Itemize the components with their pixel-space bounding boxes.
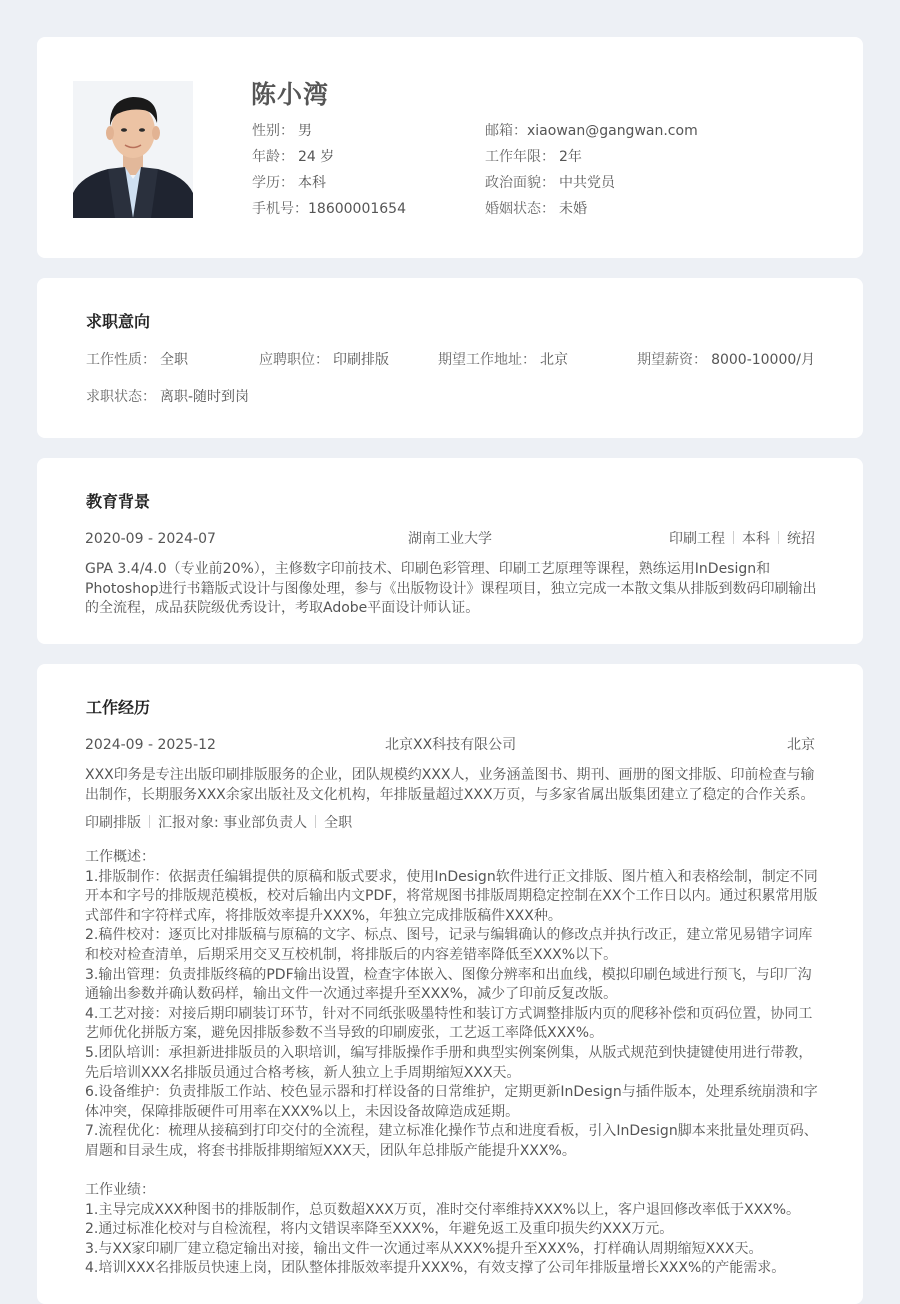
achievement-item: 4.培训XXX名排版员快速上岗，团队整体排版效率提升XXX%，有效支撑了公司年排版量增长XXX%的产能需求。 [85,1260,786,1277]
marital-label: 婚姻状态： [485,201,555,217]
email-value: xiaowan@gangwan.com [527,123,698,139]
spacer [85,1162,820,1182]
marital-row [485,200,587,218]
age-row [252,148,334,166]
profile-card [37,37,863,258]
politics-value: 中共党员 [559,175,615,191]
degree-tag: 本科 [742,531,770,547]
duty-item: 5.团队培训：承担新进排版员的入职培训，编写排版操作手册和典型实例案例集，从版式规范到快捷键使用进行带教，先后培训XXX名排版员通过合格考核，新人独立上手周期缩短XXX天。 [85,1044,813,1081]
location-row [438,351,568,369]
tag-divider [149,815,150,828]
salary-label: 期望薪资： [637,352,708,368]
salary-value: 8000-10000/月 [711,352,815,368]
tag-divider [315,815,316,828]
duty-item: 6.设备维护：负责排版工作站、校色显示器和打样设备的日常维护，定期更新InDesign与插件版本，处理系统崩溃和字体冲突，保障排版硬件可用率在XXX%以上，未因设备故障造成延期。 [85,1084,818,1120]
employment-tag: 全职 [324,815,353,831]
achievement-item: 1.主导完成XXX种图书的排版制作，总页数超XXX万页，准时交付率维持XXX%以上，客户退回修改率低于XXX%。 [85,1201,801,1218]
email-label: 邮箱： [485,123,527,139]
section-title-work: 工作经历 [86,698,151,717]
achievement-item: 3.与XX家印刷厂建立稳定输出对接，输出文件一次通过率从XXX%提升至XXX%，打样确认周期缩短XXX天。 [85,1240,763,1257]
education-row [252,174,326,192]
gender-row [252,122,312,140]
duty-item: 3.输出管理：负责排版终稿的PDF输出设置，检查字体嵌入、图像分辨率和出血线，模拟印刷色域进行预飞，与印厂沟通输出参数并确认数码样，输出文件一次通过率提升至XXX%，减少了印前反复改版。 [85,966,812,1003]
report-to-tag: 汇报对象: 事业部负责人 [158,815,308,831]
duty-item: 2.稿件校对：逐页比对排版稿与原稿的文字、标点、图号，记录与编辑确认的修改点并执行改正，建立常见易错字词库和校对检查清单，后期采用交叉互校机制，将排版后的内容差错率降低至XXX%以下。 [85,927,813,963]
location-label: 期望工作地址： [438,352,536,368]
section-title-education: 教育背景 [86,492,151,511]
marital-value: 未婚 [559,201,587,217]
phone-label: 手机号： [252,201,308,217]
section-title-intent: 求职意向 [86,312,151,331]
email-row [485,122,698,140]
school-name: 湖南工业大学 [408,531,492,547]
avatar-photo [73,81,193,218]
years-label: 工作年限： [485,149,555,165]
work-details [85,848,820,1279]
job-intent-card [37,278,863,438]
years-row [485,148,582,166]
job-type-row [86,351,188,369]
job-type-value: 全职 [160,352,188,368]
overview-label: 工作概述： [85,849,155,865]
education-description: GPA 3.4/4.0（专业前20%），主修数字印前技术、印刷色彩管理、印刷工艺原理等课程，熟练运用InDesign和Photoshop进行书籍版式设计与图像处理，参与《出版物设计》课程项目，独立完成一本散文集从排版到数码印刷输出的全流程，成品获院级优秀设计，考取Adobe平面设计师认证。 [85,561,817,617]
phone-row [252,200,406,218]
location-value: 北京 [540,352,568,368]
enrollment-tag: 统招 [787,531,815,547]
work-city: 北京 [787,737,815,753]
tag-divider [778,531,779,544]
position-value: 印刷排版 [333,352,389,368]
status-value: 离职-随时到岗 [160,389,250,405]
job-type-label: 工作性质： [86,352,156,368]
achievements-label: 工作业绩： [85,1182,155,1199]
duty-item: 4.工艺对接：对接后期印刷装订环节，针对不同纸张吸墨特性和装订方式调整排版内页的爬移补偿和页码位置，协同工艺师优化拼版方案，避免因排版参数不当导致的印刷废张，工艺返工率降低XXX%。 [85,1005,813,1042]
education-label: 学历： [252,175,294,191]
salary-row [637,351,815,369]
politics-row [485,174,615,192]
work-experience-card [37,664,863,1304]
years-value: 2年 [559,149,582,165]
gender-value: 男 [298,123,312,139]
role-tag: 印刷排版 [85,815,141,831]
position-row [259,351,389,369]
major-tag: 印刷工程 [669,531,725,547]
phone-value: 18600001654 [308,201,406,217]
education-period: 2020-09 - 2024-07 [85,531,216,547]
duty-item: 7.流程优化：梳理从接稿到打印交付的全流程，建立标准化操作节点和进度看板，引入InDesign脚本来批量处理页码、眉题和目录生成，将套书排版排期缩短XXX天，团队年总排版产能提升XXX%。 [85,1123,818,1159]
candidate-name: 陈小湾 [251,80,330,109]
status-row [86,388,249,406]
position-label: 应聘职位： [259,352,329,368]
tag-divider [733,531,734,544]
work-period: 2024-09 - 2025-12 [85,737,216,753]
education-tags [669,530,815,548]
age-value: 24 岁 [298,149,335,165]
age-label: 年龄： [252,149,294,165]
achievement-item: 2.通过标准化校对与自检流程，将内文错误率降至XXX%，年避免返工及重印损失约XXX万元。 [85,1221,674,1238]
work-tags [85,814,352,832]
company-name: 北京XX科技有限公司 [385,737,517,753]
company-description: XXX印务是专注出版印刷排版服务的企业，团队规模约XXX人，业务涵盖图书、期刊、画册的图文排版、印前检查与输出制作，长期服务XXX余家出版社及文化机构，年排版量超过XXX万页，与多家省属出版集团建立了稳定的合作关系。 [85,767,815,803]
education-value: 本科 [298,175,326,191]
education-card [37,458,863,644]
duty-item: 1.排版制作：依据责任编辑提供的原稿和版式要求，使用InDesign软件进行正文排版、图片植入和表格绘制，制定不同开本和字号的排版规范模板，校对后输出内文PDF，将常规图书排版周期稳定控制在XX个工作日以内。通过积累常用版式部件和字符样式库，将排版效率提升XXX%，年独立完成排版稿件XXX种。 [85,868,818,924]
politics-label: 政治面貌： [485,175,555,191]
gender-label: 性别： [252,123,294,139]
status-label: 求职状态： [86,389,156,405]
